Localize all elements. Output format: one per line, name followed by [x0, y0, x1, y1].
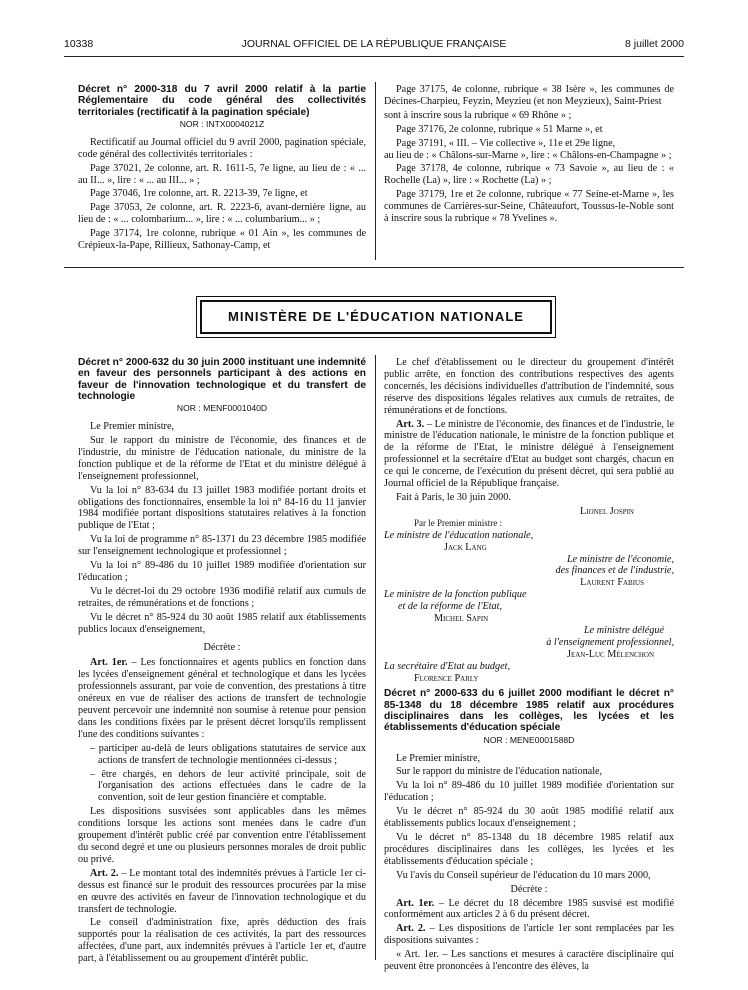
- decree-318-title: Décret n° 2000-318 du 7 avril 2000 relatif à la partie Réglementaire du code général des collectivités territoriales (rectificatif à la pagination spéciale): [78, 84, 366, 118]
- list-item: – être chargés, en dehors de leur activité principale, soit de l'organisation des actions effectuées dans le cadre de la convention, soit de leur gestion financière et comptable.: [90, 768, 366, 804]
- signature-name: Jack Lang: [444, 541, 487, 553]
- paragraph: Vu le décret-loi du 29 octobre 1936 modifié relatif aux cumuls de retraites, de rémunérations et de fonctions ;: [78, 585, 366, 609]
- paragraph: Le Premier ministre,: [90, 421, 175, 433]
- signature-name: Michel Sapin: [434, 613, 489, 625]
- role-label: Le ministre de l'éducation nationale,: [384, 529, 534, 541]
- paragraph: sont à inscrire sous la rubrique « 69 Rhône » ;: [384, 109, 572, 121]
- ministry-banner: [200, 300, 552, 334]
- paragraph: Vu le décret n° 85-1348 du 18 décembre 1985 relatif aux procédures disciplinaires dans les collèges, les lycées et les établissements d'éducation spéciale ;: [384, 832, 674, 867]
- paragraph: Page 37175, 4e colonne, rubrique « 38 Isère », les communes de Décines-Charpieu, Feyzin, Meyzieu (et non Meyzieux), Saint-Priest: [384, 84, 674, 107]
- decree-633-title: Décret n° 2000-633 du 6 juillet 2000 modifiant le décret n° 85-1348 du 18 décembre 1985 relatif aux procédures disciplinaires dans les collèges, les lycées et les établissements d'éducation spéciale: [384, 688, 674, 734]
- paragraph: Rectificatif au Journal officiel du 9 avril 2000, pagination spéciale, code général des collectivités territoriales :: [78, 136, 366, 160]
- article-label: Art. 3.: [396, 418, 425, 430]
- paragraph: Les dispositions susvisées sont applicables dans les mêmes conditions lorsque les actions sont menées dans le cadre d'un groupement d'intérêt public créé par convention entre l'établissement du second degré et une ou plusieurs personnes morales de droit public ou privé.: [78, 806, 366, 865]
- article-1: Art. 1er. – Le décret du 18 décembre 1985 susvisé est modifié conformément aux articles 2 à 6 du présent décret.: [384, 897, 674, 921]
- section-rule: [64, 267, 684, 268]
- paragraph: Vu la loi n° 89-486 du 10 juillet 1989 modifiée d'orientation sur l'éducation ;: [384, 780, 674, 804]
- paragraph: Page 37046, 1re colonne, art. R. 2213-39, 7e ligne, et: [90, 188, 308, 200]
- paragraph: Page 37174, 1re colonne, rubrique « 01 Ain », les communes de Crépieux-la-Pape, Rillieux, Sathonay-Camp, et: [78, 228, 366, 252]
- paragraph: Page 37021, 2e colonne, art. R. 1611-5, 7e ligne, au lieu de : « ... au II... », lire : « ... au III... » ;: [78, 162, 366, 186]
- paragraph: Page 37053, 2e colonne, art. R. 2223-6, avant-dernière ligne, au lieu de : « ... colombarium... », lire : « ... columbarium... » ;: [78, 202, 366, 226]
- column-divider: [375, 82, 376, 260]
- signature-pm: Lionel Jospin: [580, 505, 634, 517]
- paragraph: Page 37176, 2e colonne, rubrique « 51 Marne », et: [396, 123, 603, 135]
- paragraph: Page 37191, « III. – Vie collective », 11e et 29e ligne,: [396, 137, 616, 149]
- role-label: des finances et de l'industrie,: [555, 565, 674, 577]
- decree-318-nor: NOR : INTX0004021Z: [179, 118, 265, 129]
- paragraph: Page 37179, 1re et 2e colonne, rubrique « 77 Seine-et-Marne », les communes de Carrières-sur-Seine, Châteaufort, Toussus-le-Noble sont à inscrire sous la rubrique « 78 Yvelines ».: [384, 189, 674, 225]
- signature-name: Laurent Fabius: [580, 577, 644, 589]
- decree-632-title: Décret n° 2000-632 du 30 juin 2000 instituant une indemnité en faveur des personnels participant à des actions en faveur de l'innovation technologique et du transfert de technologie: [78, 357, 366, 402]
- paragraph: Le conseil d'administration fixe, après déduction des frais supportés pour la réalisation de ces activités, la part des ressources affectées, d'une part, aux indemnités prévues à l'article 1er et, d'autre part, à l'établissement ou au groupement d'intérêt public.: [78, 917, 366, 965]
- column-divider: [375, 355, 376, 960]
- role-label: et de la réforme de l'Etat,: [398, 601, 503, 613]
- rectificatif-left-column: [78, 84, 366, 254]
- decree-632-right-column: [384, 357, 674, 975]
- paragraph: Page 37178, 4e colonne, rubrique « 73 Savoie », au lieu de : « Rochelle (La) », lire : « Rochette (La) » ;: [384, 163, 674, 187]
- header-rule: [64, 56, 684, 57]
- paragraph: Vu la loi n° 89-486 du 10 juillet 1989 modifiée d'orientation sur l'éducation ;: [78, 560, 366, 583]
- paragraph: Vu l'avis du Conseil supérieur de l'éducation du 10 mars 2000,: [396, 869, 651, 881]
- issue-date: 8 juillet 2000: [625, 38, 684, 50]
- page-header: [64, 38, 684, 54]
- ministry-name: MINISTÈRE DE L'ÉDUCATION NATIONALE: [228, 309, 524, 324]
- role-label: à l'enseignement professionnel,: [546, 636, 674, 648]
- rectificatif-right-column: [384, 84, 674, 227]
- paragraph: Sur le rapport du ministre de l'économie, des finances et de l'industrie, du ministre de l'éducation nationale, du ministre de la fonction publique et de la réforme de l'Etat et du ministre délégué à l'enseignement professionnel,: [78, 435, 366, 482]
- article-label: Art. 2.: [396, 923, 426, 935]
- role-label: La secrétaire d'Etat au budget,: [384, 660, 511, 672]
- decree-632-left-column: [78, 357, 366, 967]
- paragraph: Le chef d'établissement ou le directeur du groupement d'intérêt public arrête, en fonction des contributions respectives des agents concernés, les décisions individuelles d'attribution de l'indemnité, sous réserve des dispositions légales relatives aux cumuls de retraites, de rémunérations et de fonctions.: [384, 357, 674, 416]
- paragraph: Vu la loi de programme n° 85-1371 du 23 décembre 1985 modifiée sur l'enseignement technologique et professionnel ;: [78, 534, 366, 558]
- paragraph: Vu la loi n° 83-634 du 13 juillet 1983 modifiée portant droits et obligations des fonctionnaires, ensemble la loi n° 84-16 du 11 janvier 1984 modifiée portant dispositions statutaires relatives à la fonction publique de l'Etat ;: [78, 484, 366, 532]
- page-number: 10338: [64, 38, 94, 50]
- list-item: – participer au-delà de leurs obligations statutaires de service aux actions de transfert de technologie mentionnées ci-dessus ;: [90, 742, 366, 766]
- role-label: Le ministre délégué: [584, 624, 664, 636]
- signature-name: Jean-Luc Mélenchon: [566, 648, 654, 660]
- paragraph: Vu le décret n° 85-924 du 30 août 1985 relatif aux établissements publics locaux d'enseignement,: [78, 611, 366, 635]
- article-label: Art. 1er.: [396, 897, 435, 909]
- article-1: Art. 1er. – Les fonctionnaires et agents publics en fonction dans les lycées d'enseignement général et technologique et dans les lycées professionnels assurant, par voie de convention, des prestations à titre onéreux en vue de réaliser des actions de transfert de technologie peuvent percevoir une indemnité non soumise à retenue pour pension dans les conditions fixées par le présent décret lorsqu'ils remplissent l'une des conditions suivantes :: [78, 657, 366, 740]
- decrete-heading: Décrète :: [510, 883, 548, 895]
- paragraph: Sur le rapport du ministre de l'éducation nationale,: [396, 766, 603, 778]
- paragraph: au lieu de : « Châlons-sur-Marne », lire : « Châlons-en-Champagne » ;: [384, 149, 672, 161]
- article-3: Art. 3. – Le ministre de l'économie, des finances et de l'industrie, le ministre de l'éducation nationale, le ministre de la fonction publique et de la réforme de l'Etat, le ministre délégué à l'enseignement professionnel et la secrétaire d'Etat au budget sont chargés, chacun en ce qui le concerne, de l'exécution du présent décret, qui sera publié au Journal officiel de la République française.: [384, 418, 674, 490]
- article-label: Art. 2.: [90, 867, 119, 879]
- signature-name: Florence Parly: [414, 672, 479, 684]
- paragraph: Vu le décret n° 85-924 du 30 août 1985 modifié relatif aux établissements publics locaux d'enseignement ;: [384, 806, 674, 830]
- role-label: Le ministre de l'économie,: [566, 553, 674, 565]
- decrete-heading: Décrète :: [203, 641, 241, 653]
- signature-line: Par le Premier ministre :: [414, 517, 502, 528]
- decree-632-nor: NOR : MENF0001040D: [176, 403, 268, 414]
- article-2: Art. 2. – Les dispositions de l'article 1er sont remplacées par les dispositions suivantes :: [384, 923, 674, 947]
- journal-title: JOURNAL OFFICIEL DE LA RÉPUBLIQUE FRANÇAISE: [241, 38, 507, 50]
- role-label: Le ministre de la fonction publique: [384, 589, 527, 601]
- paragraph: Le Premier ministre,: [396, 752, 481, 764]
- article-2: Art. 2. – Le montant total des indemnités prévues à l'article 1er ci-dessus est financé sur le produit des ressources procurées par la mise en œuvre des activités en faveur de l'innovation technologique et du transfert de technologie.: [78, 867, 366, 915]
- article-label: Art. 1er.: [90, 657, 128, 669]
- quoted-article: « Art. 1er. – Les sanctions et mesures à caractère disciplinaire qui peuvent être prononcées à l'encontre des élèves, la: [384, 949, 674, 973]
- decree-633-nor: NOR : MENE0001588D: [483, 734, 575, 745]
- signature-date: Fait à Paris, le 30 juin 2000.: [396, 491, 511, 503]
